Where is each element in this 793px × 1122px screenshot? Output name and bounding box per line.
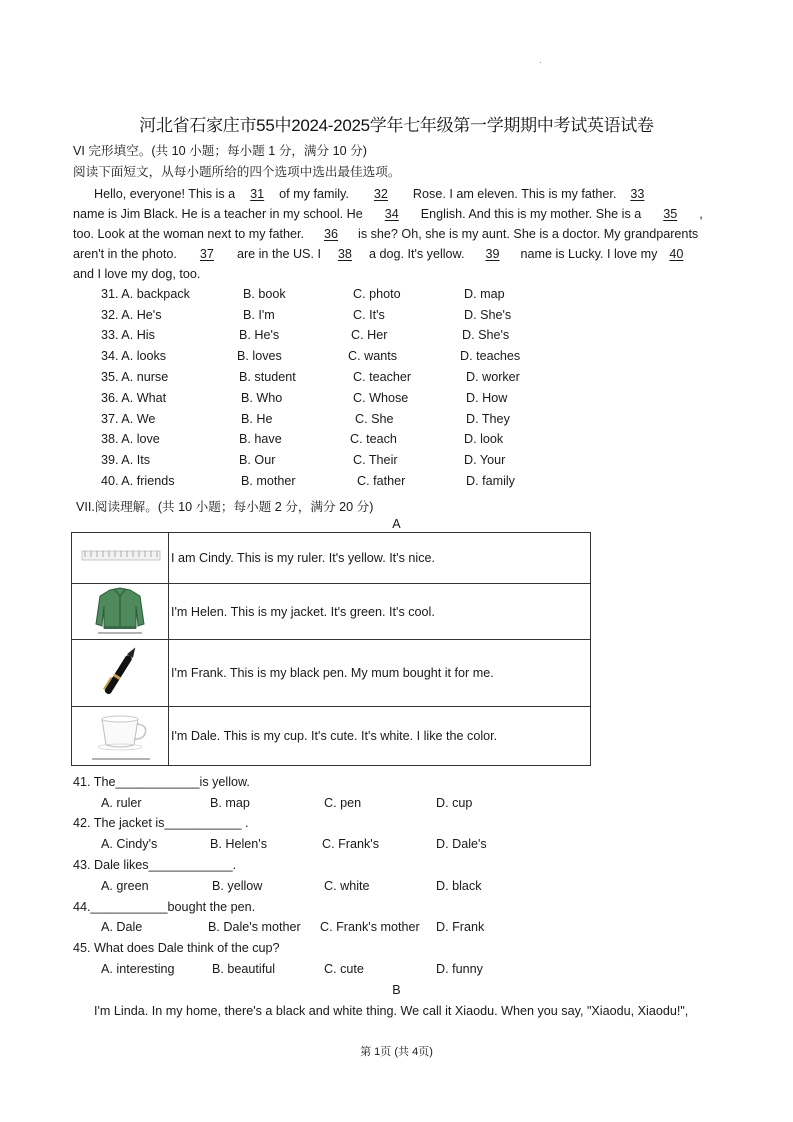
speck bbox=[540, 62, 541, 63]
question-42: 42. The jacket is___________ . bbox=[73, 816, 249, 830]
ruler-cell bbox=[72, 533, 169, 584]
passage-line: Hello, everyone! This is a 31 of my family. 32 Rose. I am eleven. This is my father. 33 bbox=[73, 187, 645, 201]
cloze-passage bbox=[73, 184, 723, 284]
question-44: 44.___________bought the pen. bbox=[73, 900, 256, 914]
table-row bbox=[72, 640, 591, 707]
passage-b-label: B bbox=[392, 983, 401, 997]
picture-table bbox=[71, 532, 591, 766]
table-row bbox=[72, 584, 591, 640]
question-43: 43. Dale likes____________. bbox=[73, 858, 237, 872]
passage-line: too. Look at the woman next to my father. 36 is she? Oh, she is my aunt. She is a doctor. My grandparents bbox=[73, 227, 699, 241]
section7-heading: VII.阅读理解。(共 10 小题；每小题 2 分，满分 20 分) bbox=[76, 500, 374, 514]
question-41: 41. The____________is yellow. bbox=[73, 775, 250, 789]
jacket-cell bbox=[72, 584, 169, 640]
section6-instruction: 阅读下面短文，从每小题所给的四个选项中选出最佳选项。 bbox=[73, 165, 401, 179]
pen-icon bbox=[72, 640, 168, 703]
passage-a-label: A bbox=[392, 517, 401, 531]
page-footer: 第 1页 (共 4页) bbox=[360, 1046, 433, 1058]
cup-icon bbox=[72, 707, 168, 762]
frank-text: I'm Frank. This is my black pen. My mum bought it for me. bbox=[169, 640, 591, 707]
passage-line: aren't in the photo. 37 are in the US. I 38 a dog. It's yellow. 39 name is Lucky. I love my 40 bbox=[73, 247, 684, 261]
question-45: 45. What does Dale think of the cup? bbox=[73, 941, 280, 955]
cup-cell bbox=[72, 707, 169, 766]
passage-line: and I love my dog, too. bbox=[73, 267, 201, 281]
pen-cell bbox=[72, 640, 169, 707]
passage-line: name is Jim Black. He is a teacher in my school. He 34 English. And this is my mother. She is a 35 , bbox=[73, 207, 703, 221]
cindy-text: I am Cindy. This is my ruler. It's yellow. It's nice. bbox=[169, 533, 591, 584]
page-title: 河北省石家庄市55中2024-2025学年七年级第一学期期中考试英语试卷 bbox=[139, 116, 654, 135]
passage-b-text: I'm Linda. In my home, there's a black and white thing. We call it Xiaodu. When you say, "Xiaodu, Xiaodu!", bbox=[73, 1004, 689, 1018]
section6-heading: VI 完形填空。(共 10 小题；每小题 1 分，满分 10 分) bbox=[73, 144, 367, 158]
exam-page: 河北省石家庄市55中2024-2025学年七年级第一学期期中考试英语试卷 VI 完形填空。(共 10 小题；每小题 1 分，满分 10 分) 阅读下面短文，从每小题所给的四个选项中选出最佳选项。 Hello, everyone! This is a 31 of my family. 32 Rose. I am eleven. This is my father. 33 name is Jim Black. He is a teacher in my school. He 34 English. And this is my mother. She is a 35 , too. Look at the woman next to my father. 36 is she? Oh, she is my aunt. She is a doctor. My grandparents aren't in the photo. 37 are in the US. I 38 a dog. It's yellow. 39 name is Lucky. I love my 40 and I love my dog, too. 31. A. backpack B. book C. photo D. map 32. A. He's B. I'm C. It's D. She's 33. A. His B. He's C. Her D. She's 34. A. looks B. loves C. wants D. teaches 35. A. nurse B. student C. teacher D. worker 36. A. What B. Who C. Whose D. How 37. A. We B. He C. She D. They 38. A. love B. have C. teach D. look 39. A. Its B. Our C. Their D. Your 40. A. friends B. mother C. father D. family VII.阅读理解。(共 10 小题；每小题 2 分，满分 20 分) A I am Cindy. This is my ruler. It's yellow. It's nice. I'm Helen. This is my jacket. It's green. It's cool. I'm Frank. This is my black pen. My mum bought it for me. I'm Dale. This is my cup. It's cute. It's white. I like the color. 41. The____________is yellow. A. ruler B. map C. pen D. cup 42. The jacket is___________ . A. Cindy's B. Helen's C. Frank's D. Dale's 43. Dale likes____________. A. green B. yellow C. white D. black 44.___________bought the pen. A. Dale B. Dale's mother C. Frank's mother D. Frank 45. What does Dale think of the cup? A. interesting B. beautiful C. cute D. funny B I'm Linda. In my home, there's a black and white thing. We call it Xiaodu. When you say, "Xiaodu, Xiaodu!", 第 1页 (共 4页) bbox=[0, 0, 793, 1122]
ruler-icon bbox=[72, 533, 168, 580]
dale-text: I'm Dale. This is my cup. It's cute. It's white. I like the color. bbox=[169, 707, 591, 766]
helen-text: I'm Helen. This is my jacket. It's green. It's cool. bbox=[169, 584, 591, 640]
table-row bbox=[72, 533, 591, 584]
jacket-icon bbox=[72, 584, 168, 636]
table-row bbox=[72, 707, 591, 766]
